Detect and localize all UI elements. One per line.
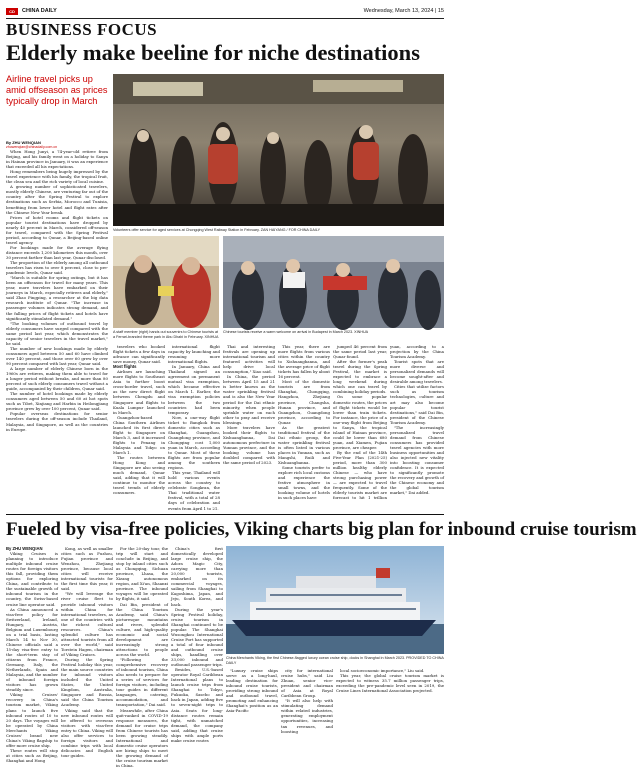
photo-budapest-welcome-image xyxy=(223,236,444,328)
article1-deck: Airline travel picks up amid offseason as prices typically drop in March xyxy=(6,74,108,106)
article2-headline: Fueled by visa-free policies, Viking charts big plan for inbound cruise tourism xyxy=(6,519,637,540)
masthead-title: CHINA DAILY xyxy=(22,8,57,14)
article2-byline: By ZHU WENQIAN xyxy=(6,546,43,551)
article1-column-3: travelers who booked flight tickets a few days in advance can significantly save money, Qunar said. Most flights Airlines are launching more flights to Southeast Asia to further boost cross-border travel, such as the new direct flight between Chengdu and Singapore and flights to Kuala Lumpur launched in March. Guangzhou-based China Southern Airlines launched its first direct flight to Singapore on March 3, and it increased flights to Penang in Malaysia and Tokyo on March 1. The routes between Hong Kong and Singapore are also seeing much demand, Qunar said, adding that it will continue to monitor the travel trends of elderly consumers. xyxy=(113,344,165,496)
article1-headline: Elderly make beeline for niche destinations xyxy=(6,40,420,65)
article2-column-3: For the 20-day tour, the trip will start and conclude in Beijing, and stop by inland cities such as Chongqing, Sichuan province, Lhasa, the Xizang autonomous region, and Xi'an, Shaanxi province. The inbound voyages will be operated by flights, it said. Dai Bin, president of the China Tourism Academy, said China's picturesque mountains and rivers, splendid culture, and high-quality economic and social development are increasingly strong attractions to people across the world. "Following the comprehensive recovery of inbound tourism, China also needs to prepare for a series of services for foreign visitors, including tour guides in different languages, catering, accommodation, and transportation," Dai said. Meanwhile, after China quit-ranked in COVID-19 response measures, the demand for cruise trips from Chinese tourists has been growing steadily. International and domestic cruise operators are hiring ships to meet the growing demand of the cruise tourism market in China. xyxy=(116,546,168,768)
article1-column-6: This year, there are more flights from various cities within the country to Xishuangbanna, and the average price of flight tickets has fallen by about 16 percent. Most of the domestic tourists are from Shanghai, Chongqing, Hangzhou, Zhejiang province, Changsha, Hunan province, and Guangzhou, Guangdong province, according to Qunar. As the greatest traditional festival of the Dai ethnic group, the water sprinkling festival is often listed in various places in Yunnan, such as Mangshi, Ruili and Xishuangbanna. Some tourists prefer to explore rich local customs and experience the festive atmosphere in small towns, and the booking volume of hotels in such places have xyxy=(278,344,330,501)
article2-column-7: local socioeconomic importance," Liu said. This year, the global cruise tourism market is expected to witness 35.7 million passenger trips, exceeding the pre-pandemic level seen in 2019, the Cruise Lines International Association projected. xyxy=(336,668,444,694)
article2-column-5: "Luxury cruise ships serve as a long-haul, leading destination for inbound cruise tourists, providing strong inbound and outbound travel, promoting and enhancing Shanghai's position as an Asia-Pacific xyxy=(226,668,278,714)
section-divider xyxy=(6,514,444,515)
article2-column-6: city for international cruise hubs," said Liu Zhuan, senior vice-president and chairman of Asia at Royal Caribbean Group. "It will also help with stimulating demand within related industries, generating employment opportunities, increasing tax revenues, and boosting xyxy=(281,668,333,734)
section-title: BUSINESS FOCUS xyxy=(6,20,158,39)
photo-souvenirs-image xyxy=(113,236,219,328)
masthead-left xyxy=(6,8,57,15)
china-daily-logo: CD xyxy=(6,8,18,15)
article2-column-4: China's first domestically developed large cruise ship, the Adora Magic City, carrying more than 20,000 tourists, embarked on its commercial voyages, sailing from Shanghai to Kagoshima, Japan, and Jeju, South Korea, and back. During the year's Spring Festival holiday, cruise tourism in Shanghai continued to be popular. The Shanghai Wusongkou International Cruise Port has supported a total of four inbound and outbound cruise ships, handling over 33,000 inbound and outbound passenger trips. Besides, U.S.-based operator Royal Caribbean International plans to launch cruise trips from Shanghai to Tokyo, Fukuoka, Sasebo and back in Japan, adding five to seven-night trips to Asia. Seats for long-distance routes remain tight, with unmatched demand, the company said, adding that cruise ships with ample ports make cruise routes xyxy=(171,546,223,743)
article1-column-7: jumped 46 percent from the same period last year, Qunar found. After the former's peak travel during the Spring Festival, the market is expected to embrace a long weekend during which one can travel by combining holiday periods. On some popular domestic routes, the prices of flight tickets would be lower than train tickets. For instance, the price of a one-way flight from Beijing to Sanya, the tropical island of Hainan province, could be lower than 680 yuan, and Xiamen, Fujian province, are cheaper. By the end of the 14th Five-Year Plan (2021-25) period, more than 300 million healthy elderly Chinese — who have strong purchasing power — are expected to travel frequently. Some of the elderly tourists market are forecast to hit 1 trillion yuan, according to a projection by the China Tourism Academy. Tourist spots that are more diverse and personalized demands will become sought-after and desirable among travelers. Cities that utilize factors such as tourism technologies, culture and art may also become popular tourist destinations," said Dai Bin, president of the Chinese Tourism Academy. "The increasingly personalized travel demand from Chinese consumers has provided travel agencies with more business opportunities and also injected new vitality into boosting consumer confidence. It is expected to significantly promote the recovery and growth of the Chinese economy and the global tourism market," Dai added. xyxy=(333,344,444,501)
masthead xyxy=(6,6,444,19)
photo-budapest-welcome xyxy=(223,236,444,328)
photo-cruise-ship xyxy=(226,546,444,654)
article2-column-1: By ZHU WENQIAN Viking Cruises is planning to introduce multiple inbound cruise routes for foreign visitors this fall, providing them options for exploring China, and contribute to the sustainable growth of inbound tourism in the country, the Swiss-based cruise line operator said. As China announced a visa-free policy for Switzerland, Ireland, Hungary, Austria, Belgium and Luxembourg on a trial basis, lasting March 14 to Nov 30, Chinese officials said a 15-day visa-free entry to the short-term stay of citizens from France, Germany, Italy, the Netherlands, Spain and Malaysia, and the number of inbound foreign visitors has grown steadily since. Viking Cruises' recovery in China's tourism market, Viking plans to launch five inbound routes of 10 to 20 days. The voyages will be operated by China Merchants Viking Cruises' brand new China's Viking flagship to offer more cruise ship. These routes will stop at cities such as Beijing, Shanghai and Hong xyxy=(6,546,58,763)
photo-railway-station xyxy=(113,74,444,226)
article1-column-1: When Hong Junyi, a 74-year-old retiree from Beijing, and his family went on a holiday to Sanya in Hainan province in January, it was an experience that exceeded all his expectations. Hong remembers being hugely impressed by the travel experience with his family, the tropical fruit, the clean sea and the rich variety of local cuisine. A growing number of sophisticated travelers, mostly elderly Chinese, are venturing far out of the country after the Spring Festival to explore destinations such as Serbia, Morocco and Tunisia, benefiting from lower hotel and flight rates after the Chinese New Year break. Prices of hotel rooms and flight tickets on popular tourist destinations have dropped by nearly 40 percent in March, considered off-season for travel, compared with the Spring Festival period, according to Qunar, a Beijing-based online travel agency. For bookings made for the average flying distance exceeds 1,200 kilometers this month, over 30 percent farther than last year, Qunar disclosed. The proportion of the elderly among all outbound travelers has risen to over 8 percent, close to pre-pandemic levels, Qunar said. "March is suitable for spring outings, but it has been an offseason for travel for many years. This year, more travelers have embarked on their journeys in March, especially retirees and elderly," said Zhao Pingping, a researcher at the big data research institute of Qunar. "The increase in passenger volumes indicates strong demand, and the falling prices of flight tickets and hotels have significantly stimulated demand." "The booking volumes of outbound travel by elderly consumers have surged compared with the same period last year, which demonstrates the capacity of senior travelers in the travel market," he said. The number of new bookings made by elderly consumers aged between 50 and 60 have climbed over 140 percent, and those over 60 grew by over 90 percent compared with last year, Qunar said. A large number of elderly Chinese born in the 1960s are retirees, making them able to travel for a longer period without breaks, and more than 80 percent of such elderly consumers travel without a guide, accompanied by their children, Qunar said. The number of hotel bookings made by elderly consumers aged between 50 and 60 at hot spots such as Tibet, Xinjiang and Harbin in Heilongjiang province grew by over 100 percent, Qunar said. Popular overseas destinations for senior travelers during the off-season include Thailand, Malaysia, and Singapore, as well as the countries in Europe. xyxy=(6,149,108,432)
caption-photo-4: China Merchants Viking, the first Chinese-flagged luxury ocean cruise ship, docks in Shanghai in March 2023. PROVIDED TO CHINA DAILY xyxy=(226,656,444,665)
photo-souvenirs xyxy=(113,236,219,328)
article1-column-5: Thai and interesting festivals are opening up international tourism and featured activities will help drive local consumption," Xiao said. In China, the period between April 15 and 21 is better known as the water sprinkling festival and is also the New Year period for the Dai ethnic minority, when people sprinkle water on each other to pray and receive blessings. More travelers have booked their flights to Xishuangbanna, Dai autonomous prefecture in Yunnan province, and the booking volume has doubled compared with the same period of 2023. xyxy=(223,344,275,466)
caption-photo-1: Volunteers offer service for aged services at Chongqing West Railway Station in February. ZAN HAIYANG / FOR CHINA DAILY xyxy=(113,228,321,232)
article2-column-2: Kong, as well as smaller cities such as Fuzhou, Fujian province and Wenzhou, Zhejiang province, because local cities will receive international tourists for the first time this year, it said. "We will leverage the river cruise fleet to provide inbound visitors within China for international travelers, as one of the countries with the richest cultural resources. China's splendid culture has attracted tourists from all over the world," said Torstein Hagen, chairman of Viking Cruises. During the Spring Festival holiday this year, the main source countries for inbound visitors included the United States, the United Kingdom, Australia, Singapore and Russia, said the China Tourism Academy. Viking said that the new inbound routes will be offered to overseas visitors with visa-free entry to China. Viking will also offer services to foreign visitors and combine trips with local delicacies and English tour guides. xyxy=(61,546,113,758)
byline-name: By ZHU WENQIAN xyxy=(6,140,41,145)
photo-cruise-ship-image xyxy=(226,546,444,654)
photo-railway-station-image xyxy=(113,74,444,226)
masthead-date: Wednesday, March 13, 2024 | 15 xyxy=(363,8,444,14)
subhead-most-flights: Most flights xyxy=(113,364,137,370)
article1-column-4: international flight capacity by launching and resuming more international flights. In January, China and Thailand signed an agreement on permanent mutual visa exemption, which became effective on March 1. Earlier, the visa exemption policies between the two countries had been temporary. Now, a one-way flight ticket to Bangkok from domestic cities such as Shanghai, Guangzhou, Guangdong province, and Chongqing cost 1,000 yuan in March, according to Qunar. Most of these flights are from popular among the southern regions. This year, Thailand will hold various events across the country to celebrate Songkran, the Thai traditional water festival, with a total of 28 days of celebration and events from April 1 to 21. xyxy=(168,344,220,511)
caption-photo-3: Chinese tourists receive a warm welcome on arrival in Budapest in March 2023. XINHUA xyxy=(223,330,369,334)
byline-email: zhuwenqian@chinadaily.com.cn xyxy=(6,145,58,149)
caption-photo-2: A staff member (right) hands out souvenirs to Chinese tourists at a Ferrari-branded theme park in Abu Dhabi in February. XINHUA xyxy=(113,330,219,339)
